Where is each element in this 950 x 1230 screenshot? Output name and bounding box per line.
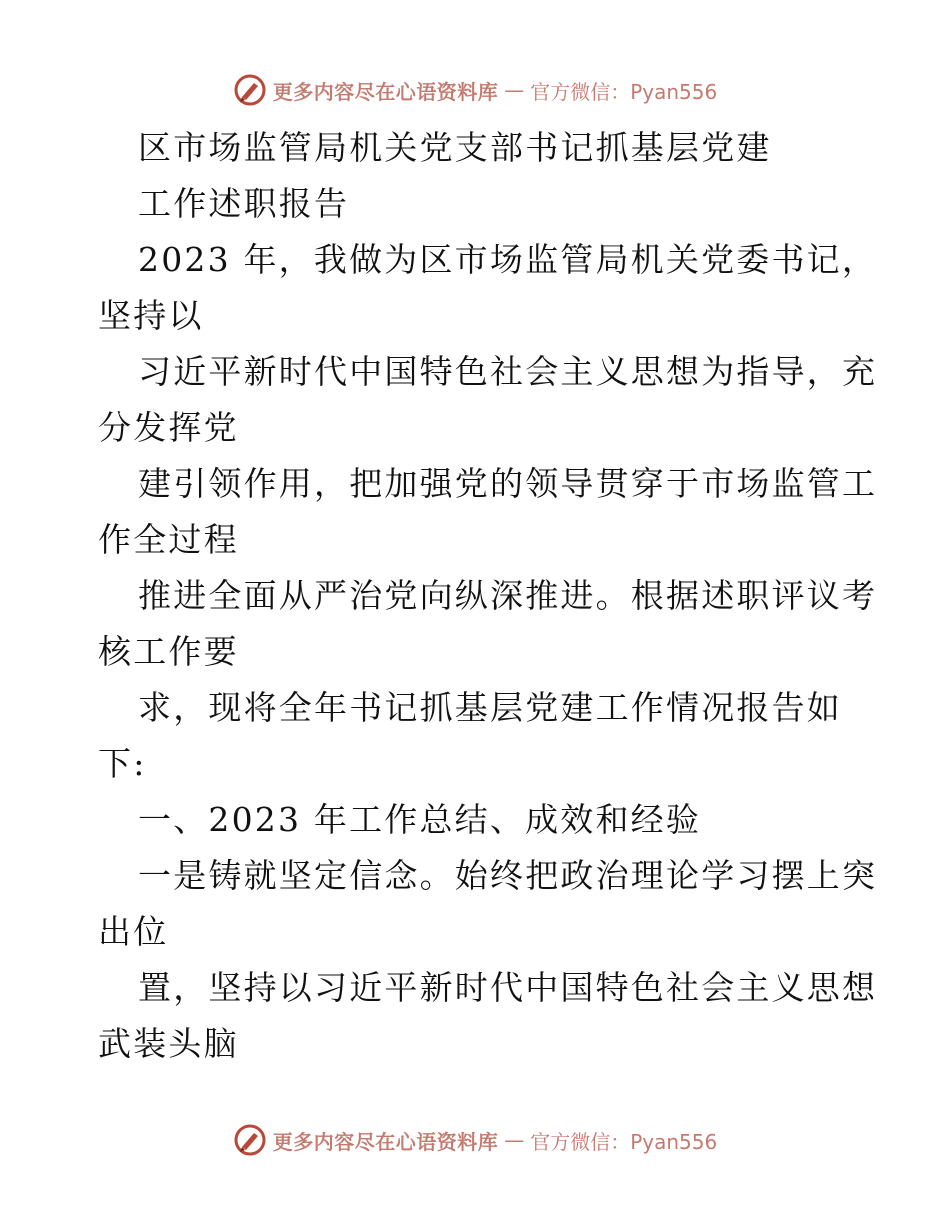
pen-logo-icon xyxy=(233,73,267,107)
watermark-footer xyxy=(0,1120,950,1160)
document-line: 一是铸就坚定信念。始终把政治理论学习摆上突 xyxy=(138,856,878,895)
document-line: 核工作要 xyxy=(98,632,239,671)
document-line: 建引领作用，把加强党的领导贯穿于市场监管工 xyxy=(138,464,878,503)
document-line: 2023 年，我做为区市场监管局机关党委书记， xyxy=(138,240,878,279)
watermark-brand: 更多内容尽在心语资料库 xyxy=(272,1129,499,1154)
document-line: 出位 xyxy=(98,912,169,951)
document-line: 推进全面从严治党向纵深推进。根据述职评议考 xyxy=(138,576,878,615)
document-line: 求，现将全年书记抓基层党建工作情况报告如 xyxy=(138,688,842,727)
document-line: 区市场监管局机关党支部书记抓基层党建 xyxy=(138,128,772,167)
document-line: 置，坚持以习近平新时代中国特色社会主义思想 xyxy=(138,968,878,1007)
document-line: 坚持以 xyxy=(98,296,204,335)
watermark-brand: 更多内容尽在心语资料库 xyxy=(272,79,499,104)
document-line: 一、2023 年工作总结、成效和经验 xyxy=(138,800,702,839)
document-line: 工作述职报告 xyxy=(138,184,350,223)
document-line: 习近平新时代中国特色社会主义思想为指导，充 xyxy=(138,352,878,391)
watermark-separator: — xyxy=(504,78,525,102)
document-line: 下: xyxy=(98,744,147,783)
watermark-separator: — xyxy=(504,1128,525,1152)
watermark-header xyxy=(0,70,950,110)
document-line: 作全过程 xyxy=(98,520,239,559)
pen-logo-icon xyxy=(233,1123,267,1157)
watermark-account: 官方微信：Pyan556 xyxy=(530,1129,718,1154)
document-line: 武装头脑 xyxy=(98,1024,239,1063)
document-line: 分发挥党 xyxy=(98,408,239,447)
document-body xyxy=(98,120,878,1072)
watermark-account: 官方微信：Pyan556 xyxy=(530,79,718,104)
